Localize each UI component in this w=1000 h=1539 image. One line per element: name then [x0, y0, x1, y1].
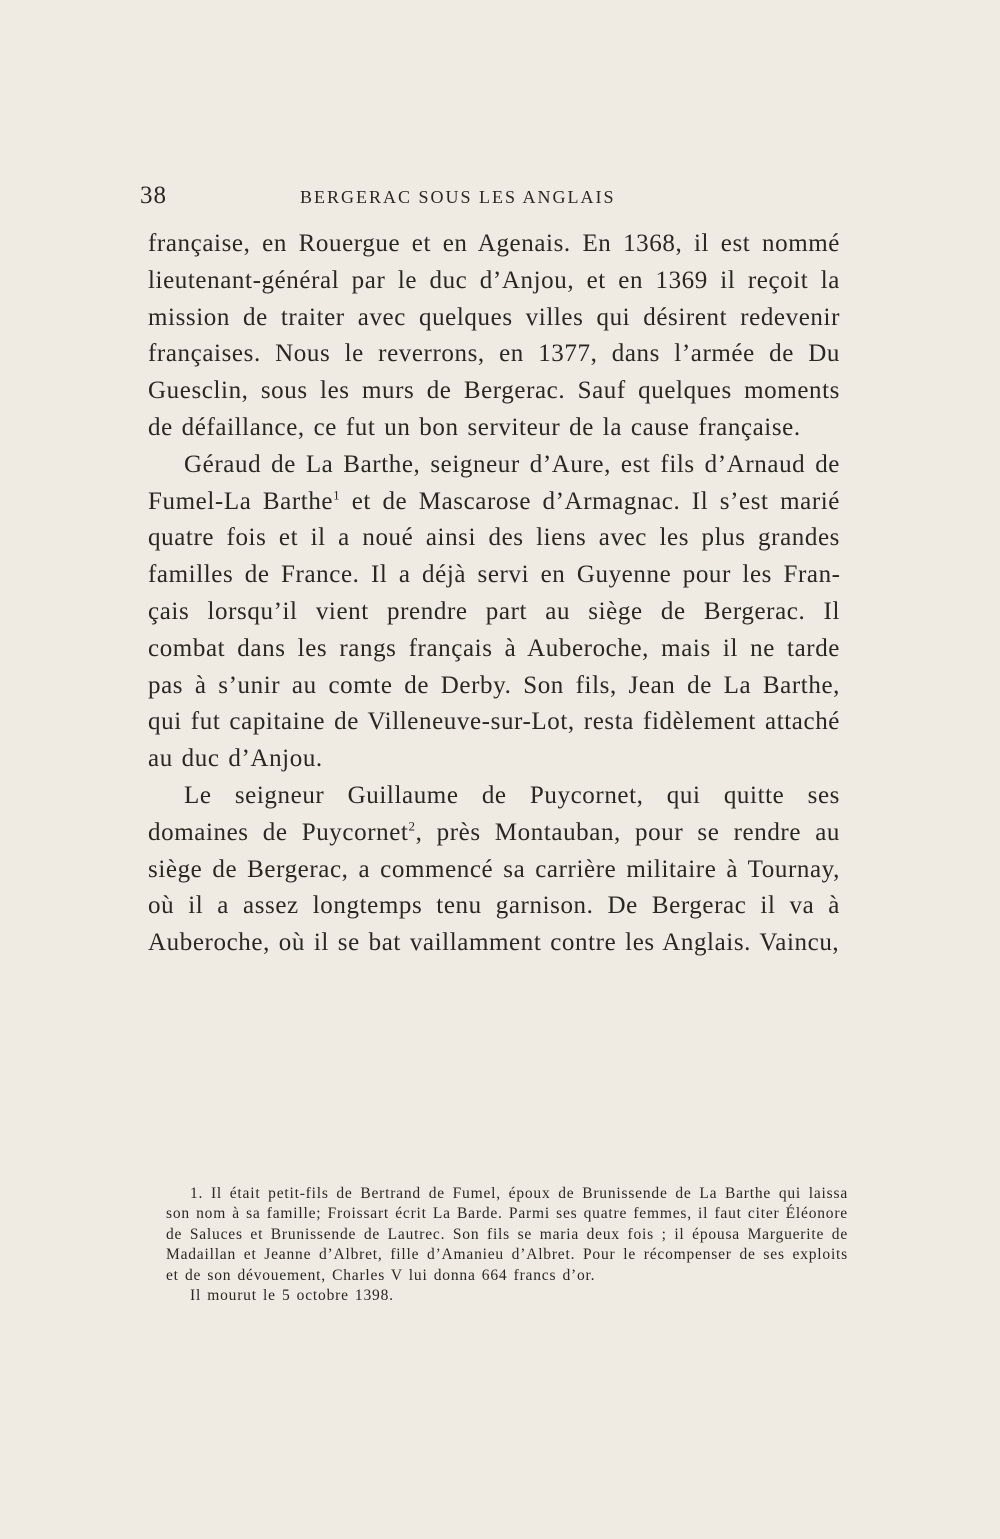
footnote-1-continuation: Il mourut le 5 octobre 1398. — [190, 1287, 394, 1305]
paragraph-3-text-b: , près Montauban, pour se rendre au siège de Bergerac, a commencé sa carrière militaire à Tournay, où il a assez longtemps tenu garnison. De Bergerac il va à Auberoche, où il se bat vaillamment contre les Anglais. Vaincu, — [148, 818, 840, 957]
running-head — [140, 182, 840, 222]
paragraph-2 — [148, 447, 840, 778]
running-title: BERGERAC SOUS LES ANGLAIS — [300, 187, 616, 207]
page-number: 38 — [140, 182, 167, 209]
footnotes — [166, 1184, 848, 1306]
paragraph-1: française, en Rouergue et en Agenais. En 1368, il est nommé lieutenant-général par le duc d’Anjou, et en 1369 il reçoit la mission de traiter avec quelques villes qui désirent redevenir françaises. Nous le reverrons, en 1377, dans l’armée de Du Guesclin, sous les murs de Bergerac. Sauf quelques moments de défaillance, ce fut un bon serviteur de la cause française. — [148, 230, 840, 441]
footnote-ref-2: 2 — [408, 818, 416, 834]
paragraph-2-text-a: Géraud de La Barthe, seigneur d’Aure, est fils d’Arnaud de Fumel-La Barthe — [148, 450, 840, 515]
footnote-ref-1: 1 — [333, 487, 341, 503]
footnote-1: 1. Il était petit-fils de Bertrand de Fumel, époux de Brunissende de La Barthe qui laissa son nom à sa famille; Froissart écrit La Barde. Parmi ses quatre femmes, il faut citer Éléonore de Saluces et Brunissende de Lautrec. Son fils se maria deux fois ; il épousa Marguerite de Madaillan et Jeanne d’Albret, fille d’Amanieu d’Albret. Pour le récompenser de ses exploits et de son dévouement, Charles V lui donna 664 francs d’or. — [166, 1185, 848, 1284]
paragraph-3 — [148, 778, 840, 962]
body-text — [148, 226, 840, 962]
paragraph-3-text-a: Le seigneur Guillaume de Puycornet, qui quitte ses domaines de Puycornet — [148, 781, 840, 846]
paragraph-2-text-b: et de Mascarose d’Armagnac. Il s’est marié quatre fois et il a noué ainsi des liens avec les plus grandes familles de France. Il a déjà servi en Guyenne pour les Français lorsqu’il vient prendre part au siège de Bergerac. Il combat dans les rangs français à Auberoche, mais il ne tarde pas à s’unir au comte de Derby. Son fils, Jean de La Barthe, qui fut capitaine de Villeneuve-sur-Lot, resta fidèlement attaché au duc d’Anjou. — [148, 487, 840, 773]
